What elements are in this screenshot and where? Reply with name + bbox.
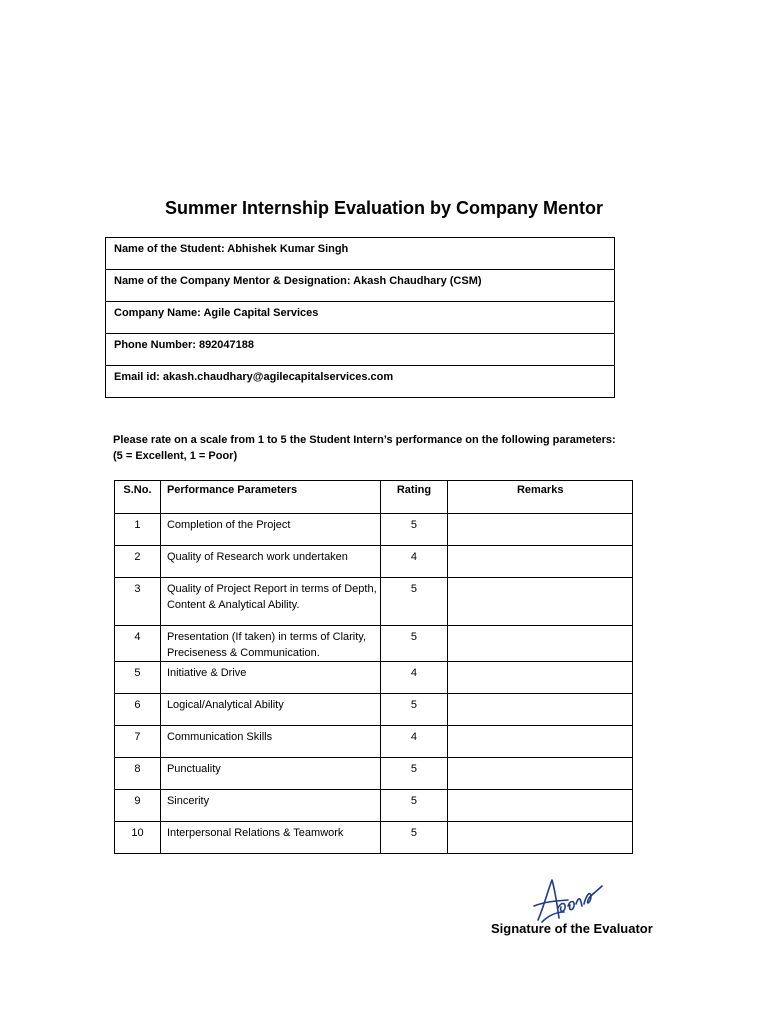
student-info-table <box>105 237 615 398</box>
row-sno: 7 <box>115 726 161 758</box>
row-sno: 4 <box>115 626 161 662</box>
row-sno: 1 <box>115 514 161 546</box>
row-remarks <box>448 578 633 626</box>
table-row <box>115 790 633 822</box>
table-row <box>115 626 633 662</box>
info-row-company <box>106 302 615 334</box>
table-row <box>115 758 633 790</box>
row-sno: 9 <box>115 790 161 822</box>
info-row-mentor <box>106 270 615 302</box>
row-rating: 5 <box>380 578 448 626</box>
table-row <box>115 726 633 758</box>
student-name: Name of the Student: Abhishek Kumar Singh <box>106 238 615 270</box>
signature-label: Signature of the Evaluator <box>491 921 653 936</box>
table-row <box>115 578 633 626</box>
row-parameter: Communication Skills <box>160 726 380 758</box>
evaluator-signature <box>528 876 608 926</box>
table-row <box>115 822 633 854</box>
table-row <box>115 546 633 578</box>
mentor-name: Name of the Company Mentor & Designation: Akash Chaudhary (CSM) <box>106 270 615 302</box>
row-remarks <box>448 822 633 854</box>
row-parameter: Sincerity <box>160 790 380 822</box>
row-sno: 5 <box>115 662 161 694</box>
row-rating: 5 <box>380 790 448 822</box>
row-parameter: Logical/Analytical Ability <box>160 694 380 726</box>
row-sno: 2 <box>115 546 161 578</box>
row-sno: 6 <box>115 694 161 726</box>
row-remarks <box>448 546 633 578</box>
row-remarks <box>448 694 633 726</box>
row-rating: 4 <box>380 662 448 694</box>
row-parameter: Punctuality <box>160 758 380 790</box>
rating-instructions <box>113 432 653 464</box>
header-parameter: Performance Parameters <box>160 481 380 514</box>
row-parameter: Quality of Project Report in terms of Depth, Content & Analytical Ability. <box>160 578 380 626</box>
row-rating: 5 <box>380 626 448 662</box>
row-parameter: Interpersonal Relations & Teamwork <box>160 822 380 854</box>
header-remarks: Remarks <box>448 481 633 514</box>
table-row <box>115 662 633 694</box>
instructions-line-1: Please rate on a scale from 1 to 5 the Student Intern’s performance on the following parameters: <box>113 434 616 446</box>
page-title: Summer Internship Evaluation by Company Mentor <box>164 198 604 218</box>
row-remarks <box>448 758 633 790</box>
row-parameter: Quality of Research work undertaken <box>160 546 380 578</box>
row-remarks <box>448 790 633 822</box>
row-parameter: Initiative & Drive <box>160 662 380 694</box>
row-rating: 4 <box>380 546 448 578</box>
info-row-phone <box>106 334 615 366</box>
info-row-email <box>106 366 615 398</box>
row-rating: 5 <box>380 758 448 790</box>
header-sno: S.No. <box>115 481 161 514</box>
row-sno: 10 <box>115 822 161 854</box>
row-rating: 5 <box>380 694 448 726</box>
company-name: Company Name: Agile Capital Services <box>106 302 615 334</box>
email-id: Email id: akash.chaudhary@agilecapitalservices.com <box>106 366 615 398</box>
row-rating: 5 <box>380 822 448 854</box>
row-parameter: Presentation (If taken) in terms of Clarity, Preciseness & Communication. <box>160 626 380 662</box>
phone-number: Phone Number: 892047188 <box>106 334 615 366</box>
row-sno: 8 <box>115 758 161 790</box>
performance-table <box>114 480 633 854</box>
row-remarks <box>448 514 633 546</box>
header-rating: Rating <box>380 481 448 514</box>
row-sno: 3 <box>115 578 161 626</box>
row-remarks <box>448 626 633 662</box>
table-row <box>115 514 633 546</box>
row-parameter: Completion of the Project <box>160 514 380 546</box>
row-rating: 4 <box>380 726 448 758</box>
row-rating: 5 <box>380 514 448 546</box>
table-row <box>115 694 633 726</box>
info-row-student <box>106 238 615 270</box>
table-header-row <box>115 481 633 514</box>
row-remarks <box>448 726 633 758</box>
instructions-line-2: (5 = Excellent, 1 = Poor) <box>113 450 238 462</box>
row-remarks <box>448 662 633 694</box>
